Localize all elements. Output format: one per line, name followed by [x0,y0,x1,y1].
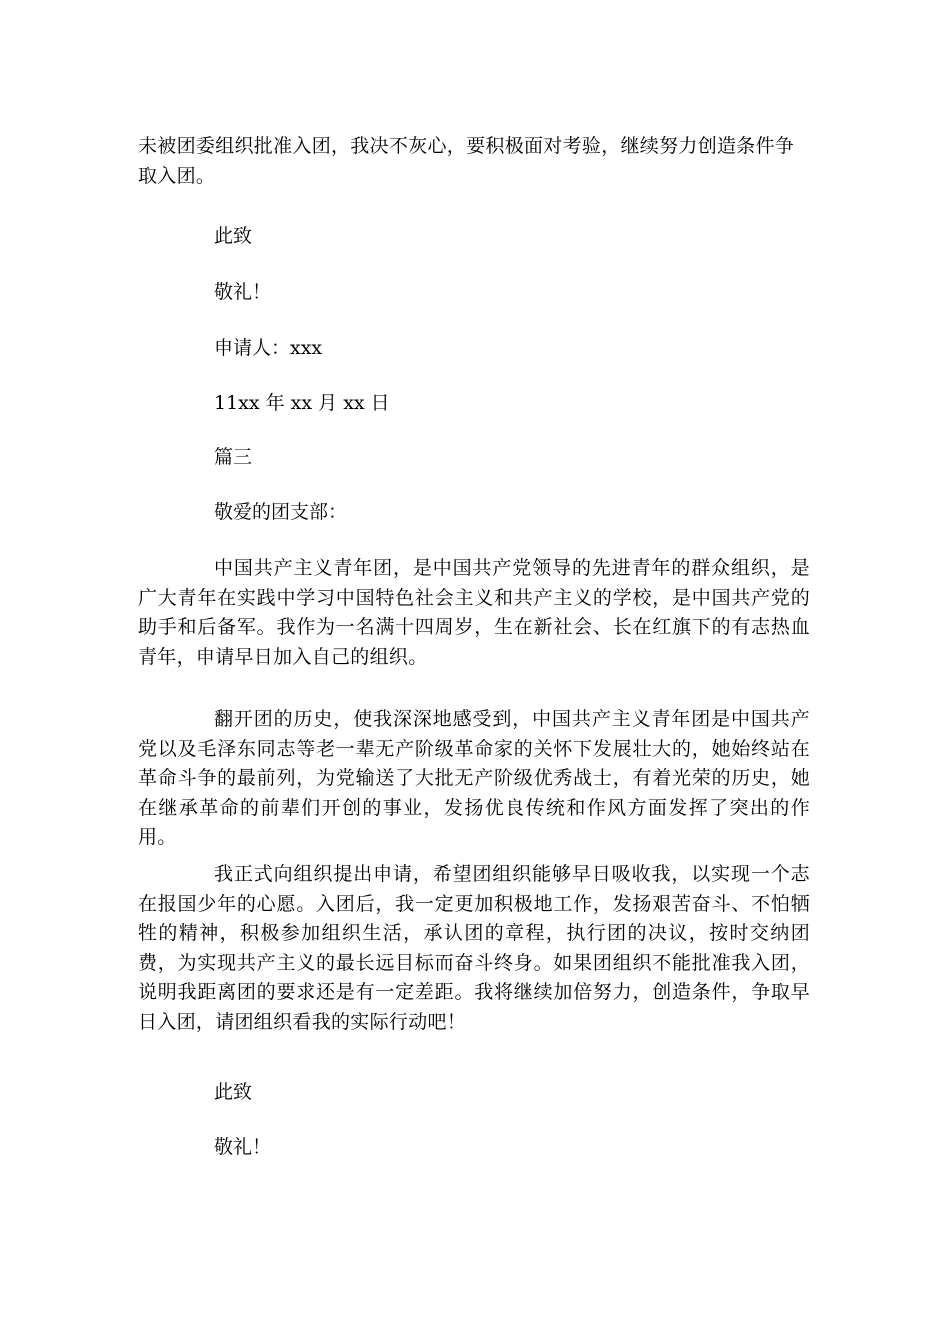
section-title: 篇三 [214,446,253,468]
greeting-line: 敬爱的团支部： [214,501,348,523]
date-line: 11xx 年 xx 月 xx 日 [214,392,390,414]
continued-paragraph: 未被团委组织批准入团，我决不灰心，要积极面对考验，继续努力创造条件争取入团。 [138,135,795,187]
closing-line-2: 此致 [214,1081,253,1103]
salute-line: 敬礼！ [214,281,272,303]
salute-line-2: 敬礼！ [214,1136,272,1158]
closing-line: 此致 [214,225,253,247]
applicant-line: 申请人：xxx [214,337,323,359]
body-paragraph-1: 中国共产主义青年团，是中国共产党领导的先进青年的群众组织，是广大青年在实践中学习中国特色社会主义和共产主义的学校，是中国共产党的助手和后备军。我作为一名满十四周岁，生在新社会、长在红旗下的有志热血青年，申请早日加入自己的组织。 [138,557,810,668]
body-paragraph-2: 翻开团的历史，使我深深地感受到，中国共产主义青年团是中国共产党以及毛泽东同志等老一辈无产阶级革命家的关怀下发展壮大的，她始终站在革命斗争的最前列，为党输送了大批无产阶级优秀战士，有着光荣的历史，她在继承革命的前辈们开创的事业，发扬优良传统和作风方面发挥了突出的作用。 [138,708,810,848]
body-paragraph-3: 我正式向组织提出申请，希望团组织能够早日吸收我，以实现一个志在报国少年的心愿。入团后，我一定更加积极地工作，发扬艰苦奋斗、不怕牺牲的精神，积极参加组织生活，承认团的章程，执行团的决议，按时交纳团费，为实现共产主义的最长远目标而奋斗终身。如果团组织不能批准我入团，说明我距离团的要求还是有一定差距。我将继续加倍努力，创造条件，争取早日入团，请团组织看我的实际行动吧！ [138,863,810,1033]
